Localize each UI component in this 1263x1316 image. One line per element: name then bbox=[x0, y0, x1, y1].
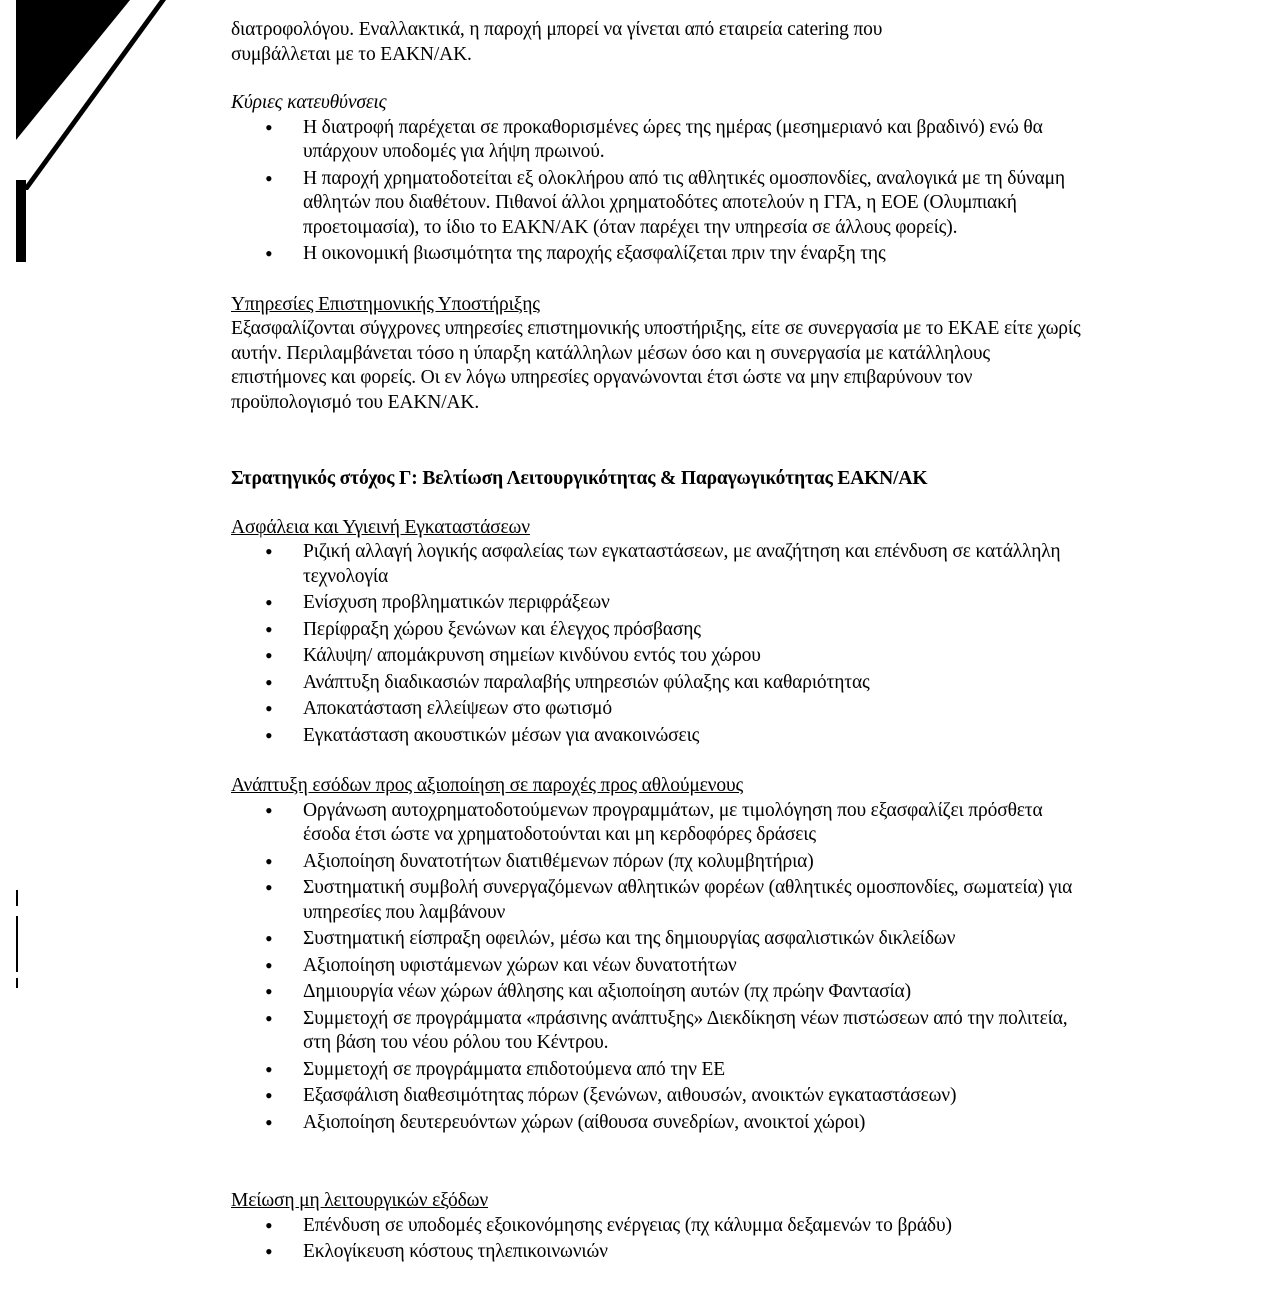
scan-edge-mark bbox=[16, 890, 18, 906]
list-item: • Συμμετοχή σε προγράμματα επιδοτούμενα από την ΕΕ bbox=[231, 1058, 1081, 1083]
list-item: • Εγκατάσταση ακουστικών μέσων για ανακοινώσεις bbox=[231, 724, 1081, 749]
scientific-support-paragraph: Εξασφαλίζονται σύγχρονες υπηρεσίες επιστημονικής υποστήριξης, είτε σε συνεργασία με το ΕΚΑΕ είτε χωρίς αυτήν. Περιλαμβάνεται τόσο η ύπαρξη κατάλληλων μέσων όσο και η συνεργασία με κατάλληλους επιστήμονες και φορείς. Οι εν λόγω υπηρεσίες οργανώνονται έτσι ώστε να μην επιβαρύνουν τον προϋπολογισμό του ΕΑΚΝ/ΑΚ. bbox=[231, 318, 1081, 413]
scan-diagonal-edge bbox=[22, 0, 166, 190]
list-item: • Ριζική αλλαγή λογικής ασφαλείας των εγκαταστάσεων, με αναζήτηση και επένδυση σε κατάλληλη τεχνολογία bbox=[231, 540, 1081, 589]
list-item: • Συστηματική είσπραξη οφειλών, μέσω και της δημιουργίας ασφαλιστικών δικλείδων bbox=[231, 927, 1081, 952]
scan-edge-bar bbox=[16, 180, 26, 262]
safety-heading: Ασφάλεια και Υγιεινή Εγκαταστάσεων bbox=[231, 516, 530, 538]
safety-section bbox=[231, 516, 1081, 749]
list-item: • Εξασφάλιση διαθεσιμότητας πόρων (ξενώνων, αιθουσών, ανοικτών εγκαταστάσεων) bbox=[231, 1084, 1081, 1109]
list-item: • Αξιοποίηση υφιστάμενων χώρων και νέων δυνατοτήτων bbox=[231, 954, 1081, 979]
list-item: • Συστηματική συμβολή συνεργαζόμενων αθλητικών φορέων (αθλητικές ομοσπονδίες, σωματεία) για υπηρεσίες που λαμβάνουν bbox=[231, 876, 1081, 925]
revenue-section bbox=[231, 774, 1081, 1135]
safety-list bbox=[231, 540, 1081, 748]
revenue-heading: Ανάπτυξη εσόδων προς αξιοποίηση σε παροχές προς αθλούμενους bbox=[231, 775, 744, 796]
scan-corner-shadow bbox=[16, 0, 130, 140]
cost-reduction-list bbox=[231, 1214, 1081, 1265]
list-item: • Ανάπτυξη διαδικασιών παραλαβής υπηρεσιών φύλαξης και καθαριότητας bbox=[231, 671, 1081, 696]
strategic-goal-title: Στρατηγικός στόχος Γ: Βελτίωση Λειτουργικότητας & Παραγωγικότητας ΕΑΚΝ/ΑΚ bbox=[231, 468, 928, 489]
list-item: • Συμμετοχή σε προγράμματα «πράσινης ανάπτυξης» Διεκδίκηση νέων πιστώσεων από την πολιτεία, στη βάση του νέου ρόλου του Κέντρου. bbox=[231, 1007, 1081, 1056]
scan-artifact bbox=[0, 0, 200, 1316]
list-item: • Η παροχή χρηματοδοτείται εξ ολοκλήρου από τις αθλητικές ομοσπονδίες, αναλογικά με τη δύναμη αθλητών που διαθέτουν. Πιθανοί άλλοι χρηματοδότες αποτελούν η ΓΓΑ, η ΕΟΕ (Ολυμπιακή προετοιμασία), το ίδιο το ΕΑΚΝ/ΑΚ (όταν παρέχει την υπηρεσία σε άλλους φορείς). bbox=[231, 167, 1081, 241]
revenue-list bbox=[231, 799, 1081, 1136]
list-item: • Δημιουργία νέων χώρων άθλησης και αξιοποίηση αυτών (πχ πρώην Φαντασία) bbox=[231, 980, 1081, 1005]
list-item: • Αξιοποίηση δευτερευόντων χώρων (αίθουσα συνεδρίων, ανοικτοί χώροι) bbox=[231, 1111, 1081, 1136]
list-item: • Η διατροφή παρέχεται σε προκαθορισμένες ώρες της ημέρας (μεσημεριανό και βραδινό) ενώ θα υπάρχουν υποδομές για λήψη πρωινού. bbox=[231, 116, 1081, 165]
cost-reduction-heading: Μείωση μη λειτουργικών εξόδων bbox=[231, 1190, 489, 1211]
main-directions-section bbox=[231, 91, 1081, 267]
document-page bbox=[231, 18, 1081, 1267]
intro-line: συμβάλλεται με το ΕΑΚΝ/ΑΚ. bbox=[231, 43, 472, 65]
scientific-support-heading: Υπηρεσίες Επιστημονικής Υποστήριξης bbox=[231, 293, 540, 315]
list-item: • Ενίσχυση προβληματικών περιφράξεων bbox=[231, 591, 1081, 616]
main-directions-list bbox=[231, 116, 1081, 267]
main-directions-heading: Κύριες κατευθύνσεις bbox=[231, 92, 387, 113]
list-item: • Αποκατάσταση ελλείψεων στο φωτισμό bbox=[231, 697, 1081, 722]
cost-reduction-section bbox=[231, 1189, 1081, 1265]
scan-edge-mark bbox=[16, 978, 18, 988]
scan-edge-mark bbox=[16, 916, 18, 972]
list-item: • Κάλυψη/ απομάκρυνση σημείων κινδύνου εντός του χώρου bbox=[231, 644, 1081, 669]
list-item: • Η οικονομική βιωσιμότητα της παροχής εξασφαλίζεται πριν την έναρξη της bbox=[231, 242, 1081, 267]
intro-line: διατροφολόγου. Εναλλακτικά, η παροχή μπορεί να γίνεται από εταιρεία catering που bbox=[231, 19, 883, 40]
list-item: • Αξιοποίηση δυνατοτήτων διατιθέμενων πόρων (πχ κολυμβητήρια) bbox=[231, 850, 1081, 875]
list-item: • Εκλογίκευση κόστους τηλεπικοινωνιών bbox=[231, 1240, 1081, 1265]
list-item: • Περίφραξη χώρου ξενώνων και έλεγχος πρόσβασης bbox=[231, 618, 1081, 643]
list-item: • Επένδυση σε υποδομές εξοικονόμησης ενέργειας (πχ κάλυμμα δεξαμενών το βράδυ) bbox=[231, 1214, 1081, 1239]
list-item: • Οργάνωση αυτοχρηματοδοτούμενων προγραμμάτων, με τιμολόγηση που εξασφαλίζει πρόσθετα έσοδα έτσι ώστε να χρηματοδοτούνται και μη κερδοφόρες δράσεις bbox=[231, 799, 1081, 848]
scientific-support-section bbox=[231, 293, 1081, 416]
